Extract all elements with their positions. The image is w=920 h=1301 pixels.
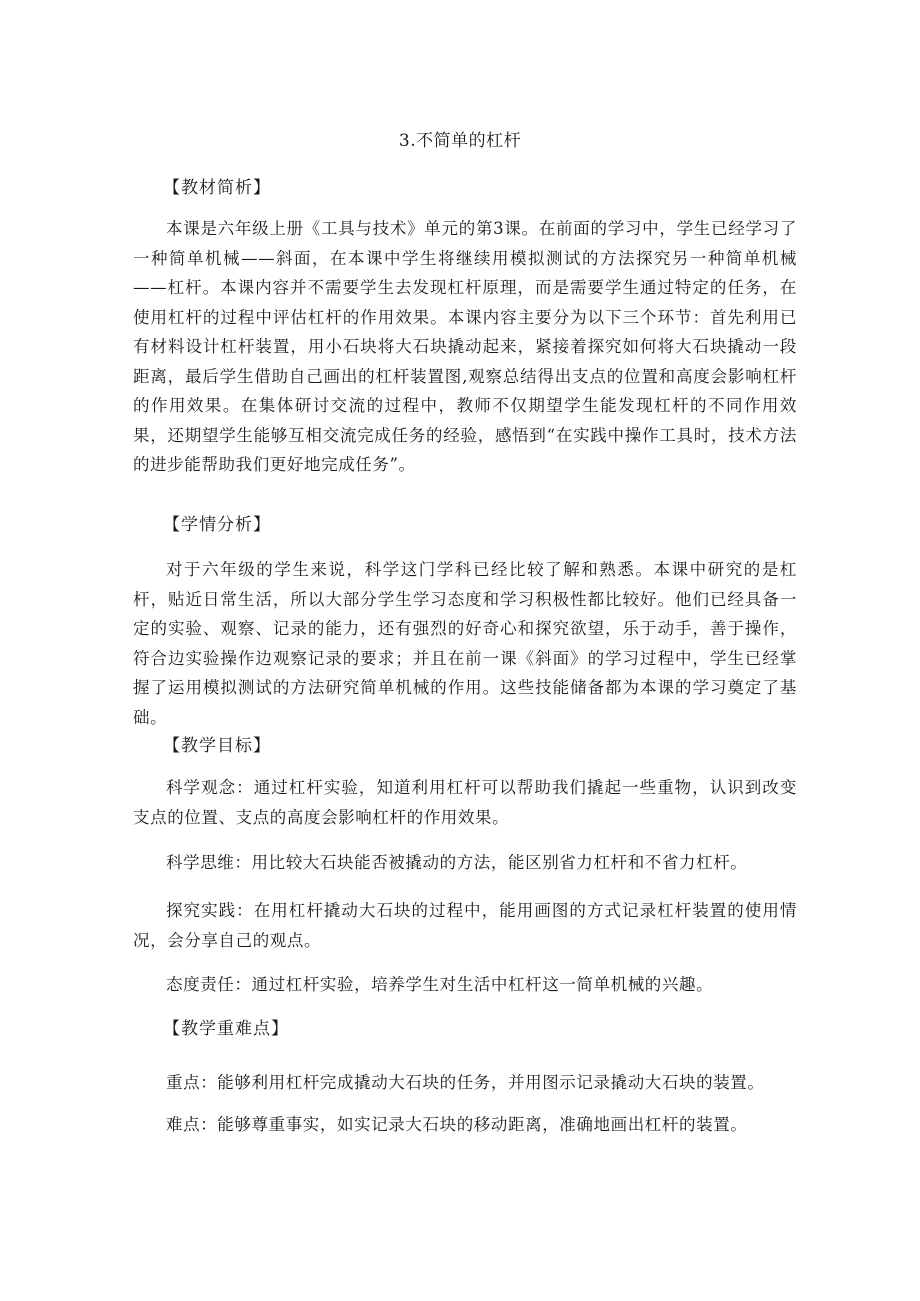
objective-item-attitude: 态度责任：通过杠杆实验，培养学生对生活中杠杆这一简单机械的兴趣。 bbox=[166, 975, 714, 994]
objective-item-practice: 探究实践：在用杠杆撬动大石块的过程中，能用画图的方式记录杠杆装置的使用情况，会分享自己的观点。 bbox=[133, 901, 797, 950]
section-heading-key-points: 【教学重难点】 bbox=[163, 1019, 289, 1039]
objective-item-concept: 科学观念：通过杠杆实验，知道利用杠杆可以帮助我们撬起一些重物，认识到改变支点的位置、支点的高度会影响杠杆的作用效果。 bbox=[133, 778, 797, 827]
section-heading-student-analysis: 【学情分析】 bbox=[163, 515, 271, 535]
objective-item-thinking: 科学思维：用比较大石块能否被撬动的方法，能区别省力杠杆和不省力杠杆。 bbox=[166, 853, 748, 872]
key-point-item: 重点：能够利用杠杆完成撬动大石块的任务，并用图示记录撬动大石块的装置。 bbox=[166, 1073, 765, 1092]
difficult-point-item: 难点：能够尊重事实，如实记录大石块的移动距离，准确地画出杠杆的装置。 bbox=[166, 1115, 748, 1134]
section-heading-objectives: 【教学目标】 bbox=[163, 736, 271, 756]
student-analysis-paragraph: 对于六年级的学生来说，科学这门学科已经比较了解和熟悉。本课中研究的是杠杆，贴近日常生活，所以大部分学生学习态度和学习积极性都比较好。他们已经具备一定的实验、观察、记录的能力，还有强烈的好奇心和探究欲望，乐于动手，善于操作，符合边实验操作边观察记录的要求；并且在前一课《斜面》的学习过程中，学生已经掌握了运用模拟测试的方法研究简单机械的作用。这些技能储备都为本课的学习奠定了基础。 bbox=[133, 560, 797, 727]
textbook-analysis-paragraph: 本课是六年级上册《工具与技术》单元的第3课。在前面的学习中，学生已经学习了一种简单机械——斜面，在本课中学生将继续用模拟测试的方法探究另一种简单机械——杠杆。本课内容并不需要学生去发现杠杆原理，而是需要学生通过特定的任务，在使用杠杆的过程中评估杠杆的作用效果。本课内容主要分为以下三个环节：首先利用已有材料设计杠杆装置，用小石块将大石块撬动起来，紧接着探究如何将大石块撬动一段距离，最后学生借助自己画出的杠杆装置图,观察总结得出支点的位置和高度会影响杠杆的作用效果。在集体研讨交流的过程中，教师不仅期望学生能发现杠杆的不同作用效果，还期望学生能够互相交流完成任务的经验，感悟到“在实践中操作工具时，技术方法的进步能帮助我们更好地完成任务”。 bbox=[133, 219, 797, 474]
section-heading-textbook-analysis: 【教材简析】 bbox=[163, 178, 271, 198]
lesson-title: 3.不简单的杠杆 bbox=[398, 131, 522, 151]
